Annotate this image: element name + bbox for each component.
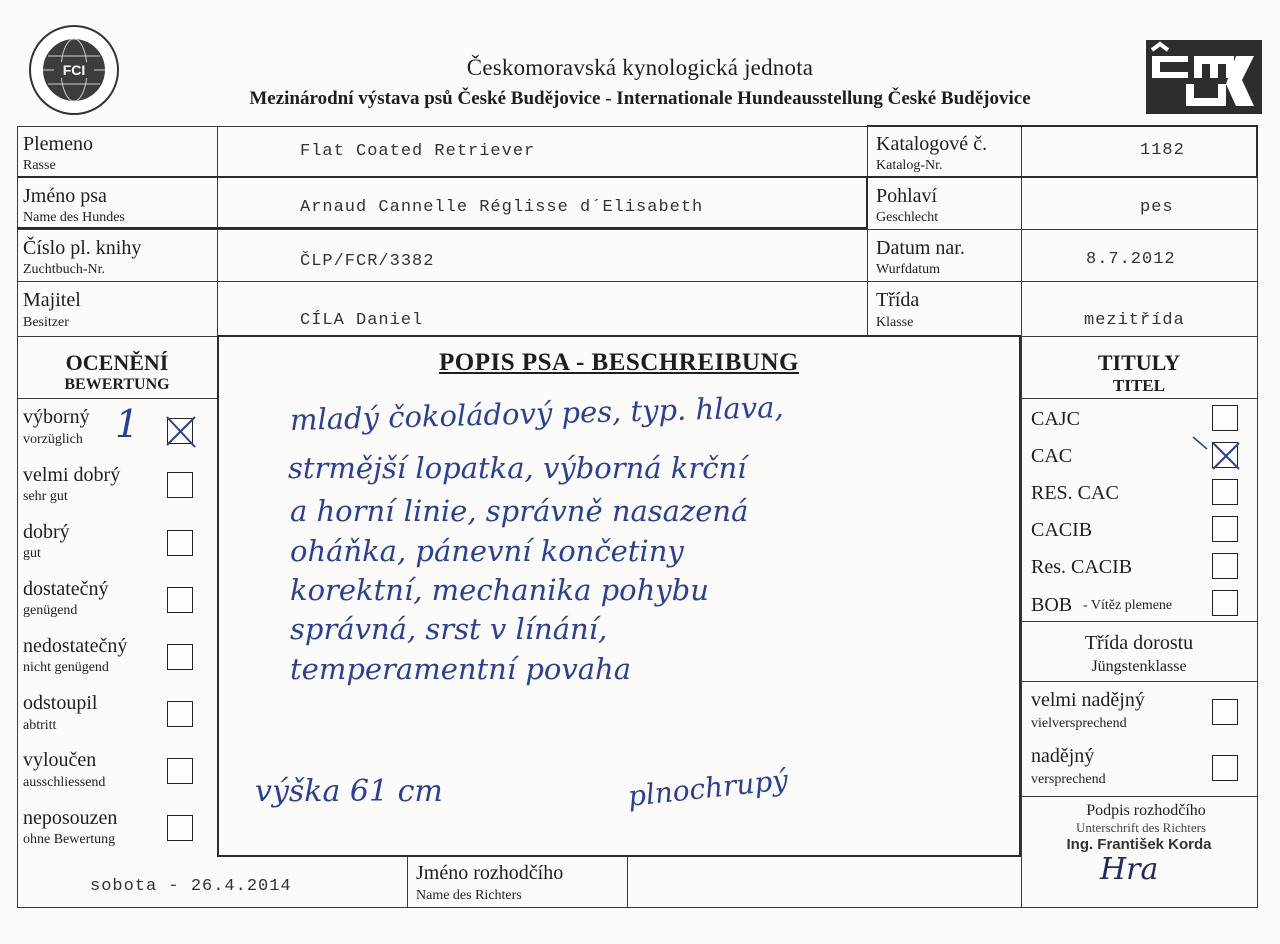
studbook-value: ČLP/FCR/3382 bbox=[300, 252, 435, 271]
title-item-label: BOB bbox=[1031, 594, 1073, 616]
class-label: Třída bbox=[876, 289, 920, 311]
exhibition-date: sobota - 26.4.2014 bbox=[90, 877, 292, 896]
sex-label: Pohlaví bbox=[876, 185, 938, 207]
breed-value: Flat Coated Retriever bbox=[300, 142, 536, 161]
title-item-label: Res. CACIB bbox=[1031, 556, 1133, 578]
description-line: a horní linie, správně nasazená bbox=[290, 494, 749, 528]
checkbox-velmi-dobry[interactable] bbox=[167, 472, 193, 498]
description-line: správná, srst v línání, bbox=[290, 612, 608, 646]
title-item-label: RES. CAC bbox=[1031, 482, 1119, 504]
title-item-sublabel: - Vítěz plemene bbox=[1083, 598, 1173, 613]
birth-date-sublabel: Wurfdatum bbox=[876, 262, 940, 277]
signature-label: Podpis rozhodčího bbox=[1086, 802, 1206, 819]
checkbox-vyborny[interactable] bbox=[167, 418, 193, 444]
checkbox-bob[interactable] bbox=[1212, 590, 1238, 616]
show-name: Mezinárodní výstava psů České Budějovice - Internationale Hundeausstellung České Budějovice bbox=[249, 88, 1031, 109]
junior-item-label: velmi nadějný bbox=[1031, 689, 1145, 711]
eval-item-sublabel: ohne Bewertung bbox=[23, 832, 116, 847]
studbook-sublabel: Zuchtbuch-Nr. bbox=[23, 262, 106, 277]
owner-value: CÍLA Daniel bbox=[300, 311, 424, 330]
junior-item-label: nadějný bbox=[1031, 745, 1095, 767]
eval-item-label: neposouzen bbox=[23, 807, 118, 829]
teeth-note: plnochrupý bbox=[626, 763, 790, 813]
title-item-label: CACIB bbox=[1031, 519, 1093, 541]
description-line: temperamentní povaha bbox=[290, 652, 632, 686]
description-line: mladý čokoládový pes, typ. hlava, bbox=[289, 390, 785, 437]
description-title: POPIS PSA - BESCHREIBUNG bbox=[439, 349, 799, 376]
checkbox-cajc[interactable] bbox=[1212, 405, 1238, 431]
eval-item-sublabel: abtritt bbox=[23, 718, 57, 733]
junior-title: Třída dorostu bbox=[1084, 632, 1194, 654]
class-value: mezitřída bbox=[1084, 311, 1185, 330]
cmku-logo bbox=[1146, 40, 1262, 114]
junior-subtitle: Jüngstenklasse bbox=[1091, 658, 1187, 675]
eval-item-sublabel: sehr gut bbox=[23, 489, 68, 504]
eval-item-sublabel: ausschliessend bbox=[23, 775, 106, 790]
studbook-label: Číslo pl. knihy bbox=[23, 237, 142, 259]
dog-name-label: Jméno psa bbox=[23, 185, 107, 207]
signature-sublabel: Unterschrift des Richters bbox=[1076, 820, 1206, 835]
eval-item-label: dostatečný bbox=[23, 578, 109, 600]
eval-item-label: odstoupil bbox=[23, 692, 98, 714]
dog-name-sublabel: Name des Hundes bbox=[23, 210, 125, 225]
titles-title: TITULY bbox=[1097, 350, 1181, 375]
breed-sublabel: Rasse bbox=[23, 158, 56, 173]
checkbox-vyloucen[interactable] bbox=[167, 758, 193, 784]
catalog-sublabel: Katalog-Nr. bbox=[876, 158, 943, 173]
check-mark-icon bbox=[165, 415, 191, 441]
birth-date-label: Datum nar. bbox=[876, 237, 965, 259]
eval-item-sublabel: nicht genügend bbox=[23, 660, 109, 675]
catalog-value: 1182 bbox=[1140, 141, 1185, 160]
eval-item-label: dobrý bbox=[23, 521, 70, 543]
titles-subtitle: TITEL bbox=[1113, 376, 1165, 395]
checkbox-odstoupil[interactable] bbox=[167, 701, 193, 727]
junior-item-sublabel: vielversprechend bbox=[1031, 716, 1127, 731]
sex-sublabel: Geschlecht bbox=[876, 210, 939, 225]
checkbox-cac[interactable] bbox=[1212, 442, 1238, 468]
description-line: korektní, mechanika pohybu bbox=[290, 573, 709, 607]
height-note: výška 61 cm bbox=[255, 774, 443, 809]
dog-name-value: Arnaud Cannelle Réglisse d´Elisabeth bbox=[300, 198, 704, 217]
checkbox-res-cac[interactable] bbox=[1212, 479, 1238, 505]
judge-signature: Hra bbox=[1100, 852, 1159, 887]
handwritten-placement: 1 bbox=[115, 402, 140, 446]
eval-item-label: výborný bbox=[23, 406, 90, 428]
checkbox-dobry[interactable] bbox=[167, 530, 193, 556]
owner-sublabel: Besitzer bbox=[23, 315, 69, 330]
owner-label: Majitel bbox=[23, 289, 81, 311]
title-item-label: CAC bbox=[1031, 445, 1073, 467]
breed-label: Plemeno bbox=[23, 133, 93, 155]
evaluation-subtitle: BEWERTUNG bbox=[64, 376, 170, 393]
catalog-label: Katalogové č. bbox=[876, 133, 988, 155]
eval-item-sublabel: vorzüglich bbox=[23, 432, 83, 447]
checkbox-dostatecny[interactable] bbox=[167, 587, 193, 613]
evaluation-title: OCENĚNÍ bbox=[65, 350, 169, 375]
fci-logo-text: FCI bbox=[62, 62, 86, 78]
checkbox-neposouzen[interactable] bbox=[167, 815, 193, 841]
class-sublabel: Klasse bbox=[876, 315, 914, 330]
checkbox-cacib[interactable] bbox=[1212, 516, 1238, 542]
checkbox-velmi-nadejny[interactable] bbox=[1212, 699, 1238, 725]
checkbox-nedostatecny[interactable] bbox=[167, 644, 193, 670]
eval-item-label: nedostatečný bbox=[23, 635, 128, 657]
eval-item-label: velmi dobrý bbox=[23, 464, 121, 486]
organization-name: Českomoravská kynologická jednota bbox=[466, 55, 814, 80]
junior-item-sublabel: versprechend bbox=[1031, 772, 1106, 787]
checkbox-nadejny[interactable] bbox=[1212, 755, 1238, 781]
judge-stamp: Ing. František Korda bbox=[1066, 836, 1212, 853]
sex-value: pes bbox=[1140, 198, 1174, 217]
description-line: strmější lopatka, výborná krční bbox=[288, 451, 747, 485]
judge-name-label: Jméno rozhodčího bbox=[416, 862, 564, 884]
eval-item-sublabel: genügend bbox=[23, 603, 78, 618]
eval-item-label: vyloučen bbox=[23, 749, 97, 771]
description-line: oháňka, pánevní končetiny bbox=[290, 534, 684, 568]
check-mark-icon bbox=[1211, 441, 1237, 467]
checkbox-res-cacib[interactable] bbox=[1212, 553, 1238, 579]
eval-item-sublabel: gut bbox=[23, 546, 41, 561]
title-item-label: CAJC bbox=[1031, 408, 1080, 430]
birth-date-value: 8.7.2012 bbox=[1086, 250, 1176, 269]
judge-name-sublabel: Name des Richters bbox=[416, 888, 522, 903]
